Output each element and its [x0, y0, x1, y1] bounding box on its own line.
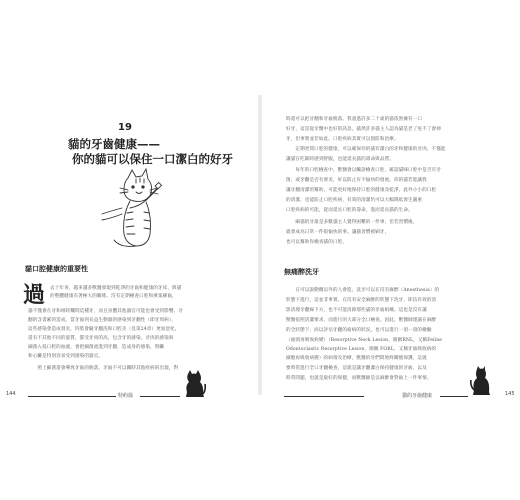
footer-rule: [440, 396, 468, 397]
cat-silhouette-icon: [182, 370, 206, 398]
body-text-line: 狀態下進行，這並非事實。在沒有安全麻醉的狀態下洗牙，即洁有效的清: [286, 298, 437, 303]
body-text-line: 照上細菌還會導致牙齒的脫落，牙齒不可以關時其他疾病的出現，對: [28, 366, 179, 371]
body-text-line: 也可以幫助你檢查貓的口腔。: [286, 240, 348, 245]
body-text-line: 就會成為日常一件很愉快的事。讓貓習慣被刷牙，: [286, 230, 390, 235]
body-text-line: 細菌入侵口腔的血液，會把細菌流進到牙翻，造成身的感染，腎臟: [28, 345, 165, 350]
running-title-right: 貓的牙齒健康: [402, 393, 433, 399]
chapter-number: 19: [118, 122, 132, 133]
body-text-line: 好牙，這是從牙醫中也好的訊息。貓然許多貓主人認為貓是老了免不了會掉: [286, 127, 441, 132]
body-text-line: 獸醫依照清潔要求，而進行的大部分全口檢查。因此，獸醫師建議在麻醉: [286, 318, 437, 323]
section-heading-oral-health: 貓口腔健康的重要性: [25, 265, 88, 273]
body-text-line: 還有不其他不同的滋質，都受牙肉的高，包含牙的感染、牙肉的感染與: [28, 336, 174, 341]
body-text-line: 的全狀態下，而以評估牙翻的齒病的狀況，也可以進行一項一項的檢驗: [286, 328, 432, 333]
body-text-line: 時常問題，也就是最好的保健，而獸醫師是以麻醉會對齒上一件事情。: [286, 376, 432, 381]
body-text-line: 翻的含書累的造成，當牙齒到長益生動器的感染到牙翻性（即牙周病），: [28, 318, 176, 323]
body-text-line: 影清理牙翻線下方，也不可能清除那些貓的牙齒組織。這也是沒有讓: [286, 308, 427, 313]
body-text-line: 要時常進行全口牙翻檢查，這就是讓牙翻潔白保持健康的牙齒，以及: [286, 366, 427, 371]
body-text-line: 牙，但事實並非如此。口腔疾病其實可以預防和治療。: [286, 137, 399, 142]
section-heading-anesthesia-free-cleaning: 無痛醉洗牙: [284, 268, 319, 276]
body-text-line: 和心臟是特別容易受到感染的器官。: [28, 354, 104, 359]
body-text-line: 貓不僅會在牙和組時爛問這種牙，而且身體其他器官可能也會受到影響。牙: [28, 309, 183, 314]
body-text-line: Odontoclastic Resorptive Lesion，簡稱 FORL，又稱牙齒吸收病的: [286, 347, 437, 352]
body-text-line: 這些感染會造成發炎，四肢會隨牙翻洗和口腔炎（見第24章）更加惡化，: [28, 327, 180, 332]
body-text-line: 細胞再吸收病變）的病情及治療，獸醫的牙們問始終關懷保護，這就: [286, 356, 427, 361]
body-text-line: 定期更問口腔的健康，可以確保你的貓有潔白的牙和健康的牙肉，不僅能: [286, 147, 446, 152]
folio-number-left: 144: [6, 391, 16, 397]
right-page: [262, 0, 520, 500]
running-title-left: 特約篇: [118, 393, 134, 399]
dropcap: 過: [23, 282, 46, 308]
chapter-title-line2: 你的貓可以保住一口潔白的好牙: [72, 152, 233, 166]
body-text-line: 菌，或牙翻是否有發炎，好以防止有不愉快的發展。你的貓若能讓我: [286, 178, 427, 183]
footer-rule: [140, 396, 180, 397]
footer-rule: [28, 396, 116, 397]
body-text-line: 讓牙翻清潔的幫助，可能更好地保持口腔的健康及乾淨。此外小小的口腔: [286, 188, 437, 193]
cat-brushing-teeth-illustration: [100, 168, 168, 248]
footer-rule: [284, 396, 364, 397]
chapter-title-line1: 貓的牙齒健康——: [68, 137, 160, 151]
chapter-title: [68, 137, 248, 167]
body-text-line: 每年的口腔檢查中，獸醫會以觸診檢查口腔，確認貓咪口腔中是否有牙: [286, 168, 441, 173]
body-text-line: 時還可以把牙翻和牙齒脫落。我童過許多二十歲的貓依然擁有一口: [286, 117, 423, 122]
body-text-line: 口腔疾病的可能，從而延長口腔的壽命，進而延長貓的生命。: [286, 208, 413, 213]
body-text-line: 去十年來，越來越多獸醫發現到乾淨的牙齒和健康的牙床，與貓: [50, 286, 182, 291]
left-page: [0, 0, 258, 500]
body-text-line: 在可以說動醫以外的人會進，洗牙可以在沒有麻醉（Anesthesia）的: [286, 288, 440, 293]
body-text-line: 的清潔，也能防止口腔疾病，有效的清潔仍可以大幅降低發生嚴重: [286, 198, 423, 203]
body-text-line: 的整體健康有著極大的關係。沒有定期檢查口腔和乘案刷齒，: [50, 294, 177, 299]
body-text-line: 刷貓的牙最是多數貓主人覺得困難的一件事，但若習慣後，: [286, 220, 418, 225]
folio-number-right: 145: [505, 391, 515, 397]
body-text-line: 讓貓在吃飯時感到舒服，也能延長貓的壽命與品質。: [286, 157, 394, 162]
cat-silhouette-icon: [470, 366, 492, 396]
body-text-line: （齒頸再吸收病變）（Resorptive Neck Lesion，簡稱RNL，又稱Feline: [286, 338, 443, 343]
